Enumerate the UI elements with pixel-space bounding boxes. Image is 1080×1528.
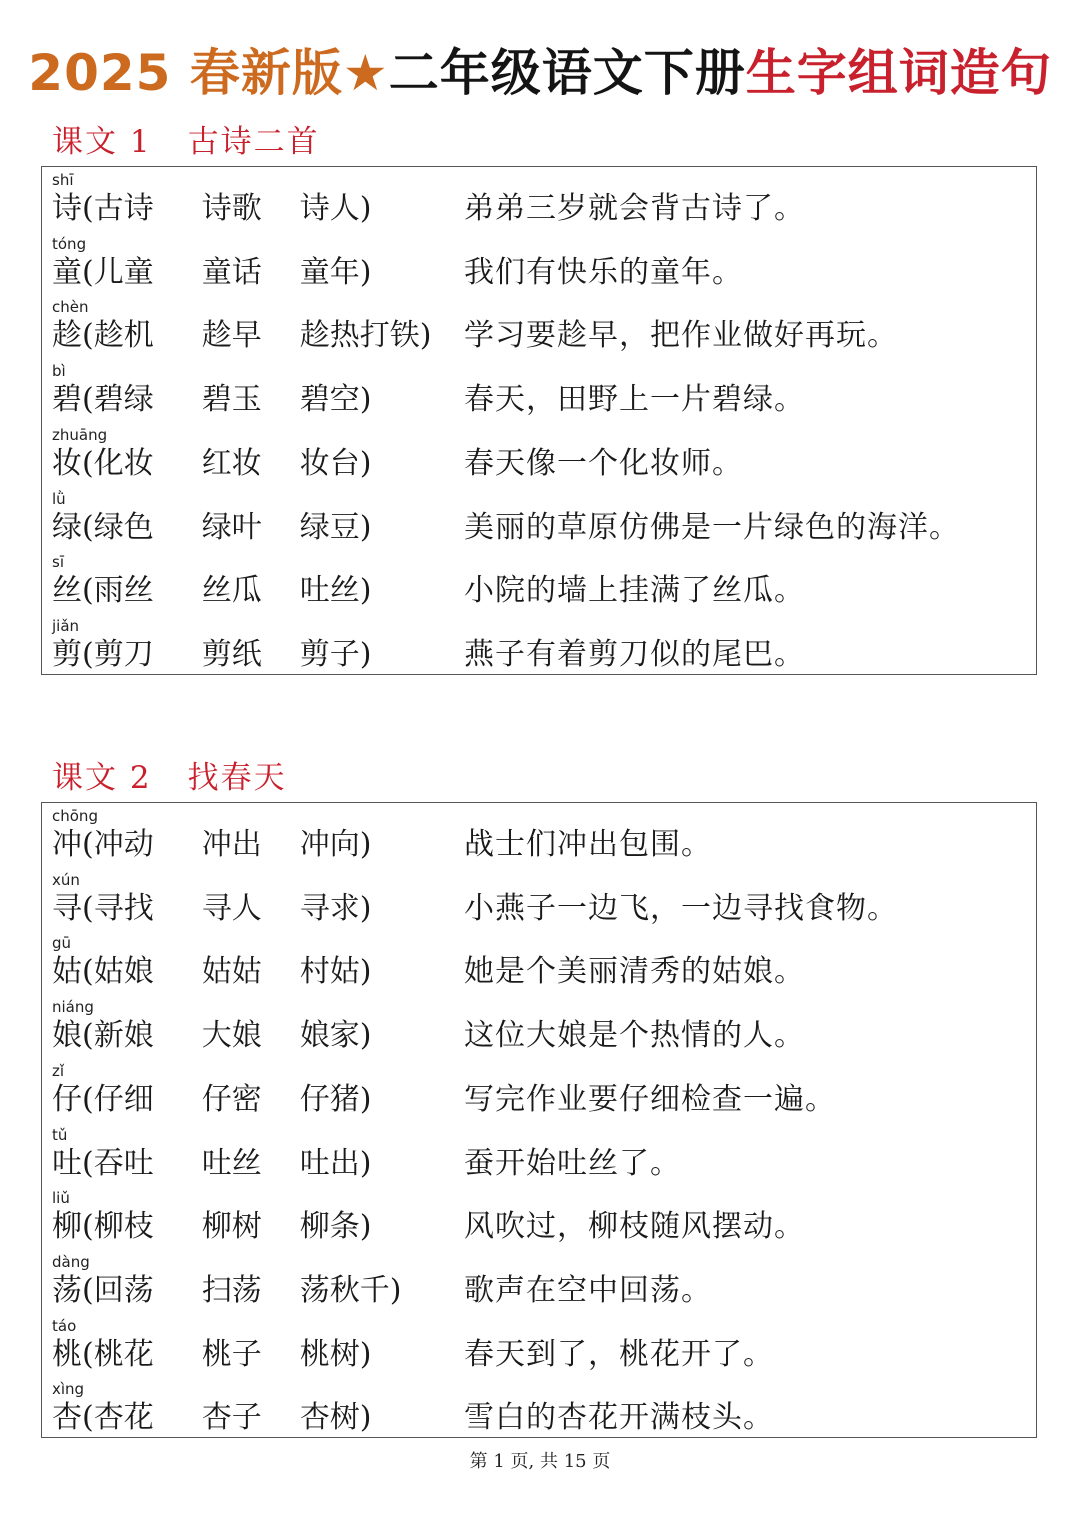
bracket-open: ( bbox=[82, 318, 94, 354]
compound-word-3: 绿豆 bbox=[299, 509, 360, 545]
compound-word-1: 儿童 bbox=[93, 254, 154, 290]
bracket-open: ( bbox=[82, 509, 94, 545]
pinyin: táo bbox=[52, 1316, 77, 1335]
bracket-open: ( bbox=[82, 445, 94, 481]
pinyin: chèn bbox=[52, 298, 89, 317]
bracket-open: ( bbox=[82, 191, 94, 226]
bracket-open: ( bbox=[82, 1018, 94, 1054]
character: 荡 bbox=[52, 1272, 82, 1308]
example-sentence: 写完作业要仔细检查一遍。 bbox=[464, 1081, 836, 1117]
page-number: 第 1 页, 共 15 页 bbox=[469, 1451, 611, 1472]
compound-word-1: 趁机 bbox=[93, 318, 154, 354]
character: 柳 bbox=[52, 1209, 82, 1245]
lesson-number: 课文 1 bbox=[52, 124, 152, 160]
compound-word-1: 化妆 bbox=[93, 445, 154, 481]
word-group bbox=[52, 1269, 401, 1313]
pinyin: zhuāng bbox=[52, 425, 108, 444]
word-group bbox=[52, 633, 371, 677]
example-sentence: 美丽的草原仿佛是一片绿色的海洋。 bbox=[464, 509, 960, 545]
bracket-close: ) bbox=[419, 318, 432, 354]
pinyin: shī bbox=[52, 171, 74, 189]
bracket-close: ) bbox=[359, 954, 372, 990]
bracket-open: ( bbox=[82, 1272, 94, 1308]
word-entry bbox=[42, 617, 1036, 681]
pinyin: xún bbox=[52, 870, 80, 889]
bracket-open: ( bbox=[82, 1145, 94, 1181]
word-entry bbox=[42, 1380, 1036, 1444]
bracket-close: ) bbox=[359, 827, 372, 862]
bracket-close: ) bbox=[359, 191, 372, 226]
word-entry bbox=[42, 235, 1036, 299]
word-entry bbox=[42, 998, 1036, 1062]
compound-word-2: 吐丝 bbox=[201, 1145, 262, 1181]
bracket-close: ) bbox=[359, 1081, 372, 1117]
lesson-name: 找春天 bbox=[187, 760, 287, 796]
word-entry bbox=[42, 1253, 1036, 1317]
page-title bbox=[0, 38, 1080, 108]
character: 姑 bbox=[52, 954, 82, 990]
compound-word-1: 古诗 bbox=[93, 191, 154, 226]
compound-word-2: 大娘 bbox=[201, 1018, 262, 1054]
character: 剪 bbox=[52, 636, 82, 672]
example-sentence: 歌声在空中回荡。 bbox=[464, 1272, 712, 1308]
pinyin: sī bbox=[52, 553, 64, 572]
bracket-open: ( bbox=[82, 382, 94, 418]
word-table-lesson-2 bbox=[41, 802, 1037, 1438]
compound-word-1: 回荡 bbox=[93, 1272, 154, 1308]
character: 杏 bbox=[52, 1400, 82, 1436]
compound-word-1: 仔细 bbox=[93, 1081, 154, 1117]
bracket-close: ) bbox=[359, 1336, 372, 1372]
compound-word-1: 桃花 bbox=[93, 1336, 154, 1372]
pinyin: dàng bbox=[52, 1252, 90, 1271]
word-entry bbox=[42, 362, 1036, 426]
word-entry bbox=[42, 871, 1036, 935]
bracket-open: ( bbox=[82, 1400, 94, 1436]
example-sentence: 春天像一个化妆师。 bbox=[464, 445, 743, 481]
compound-word-3: 冲向 bbox=[299, 827, 360, 862]
character: 丝 bbox=[52, 573, 82, 609]
compound-word-2: 碧玉 bbox=[201, 382, 262, 418]
example-sentence: 燕子有着剪刀似的尾巴。 bbox=[464, 636, 805, 672]
compound-word-3: 碧空 bbox=[299, 382, 360, 418]
compound-word-3: 仔猪 bbox=[299, 1081, 360, 1117]
word-group bbox=[52, 823, 371, 867]
bracket-open: ( bbox=[82, 1081, 94, 1117]
word-group bbox=[52, 1014, 371, 1058]
word-entry bbox=[42, 934, 1036, 998]
pinyin: liǔ bbox=[52, 1189, 70, 1208]
compound-word-2: 绿叶 bbox=[201, 509, 262, 545]
pinyin: bì bbox=[52, 362, 66, 381]
bracket-open: ( bbox=[82, 1336, 94, 1372]
compound-word-2: 冲出 bbox=[201, 827, 262, 862]
bracket-close: ) bbox=[359, 890, 372, 926]
example-sentence: 弟弟三岁就会背古诗了。 bbox=[464, 191, 805, 226]
example-sentence: 春天到了，桃花开了。 bbox=[464, 1336, 774, 1372]
example-sentence: 小院的墙上挂满了丝瓜。 bbox=[464, 573, 805, 609]
pinyin: jiǎn bbox=[52, 616, 80, 635]
compound-word-2: 剪纸 bbox=[201, 636, 262, 672]
lesson-name: 古诗二首 bbox=[187, 124, 320, 160]
word-entry bbox=[42, 298, 1036, 362]
bracket-close: ) bbox=[359, 1018, 372, 1054]
compound-word-2: 柳树 bbox=[201, 1209, 262, 1245]
section-heading-1 bbox=[52, 120, 320, 164]
character: 趁 bbox=[52, 318, 82, 354]
bracket-open: ( bbox=[82, 890, 94, 926]
compound-word-2: 红妆 bbox=[201, 445, 262, 481]
word-group bbox=[52, 378, 371, 422]
compound-word-2: 桃子 bbox=[201, 1336, 262, 1372]
pinyin: xìng bbox=[52, 1380, 85, 1399]
compound-word-2: 仔密 bbox=[201, 1081, 262, 1117]
compound-word-3: 娘家 bbox=[299, 1018, 360, 1054]
example-sentence: 她是个美丽清秀的姑娘。 bbox=[464, 954, 805, 990]
word-group bbox=[52, 569, 371, 613]
character: 诗 bbox=[52, 191, 82, 226]
bracket-open: ( bbox=[82, 954, 94, 990]
compound-word-2: 童话 bbox=[201, 254, 262, 290]
pinyin: zǐ bbox=[52, 1061, 65, 1080]
compound-word-1: 姑娘 bbox=[93, 954, 154, 990]
word-entry bbox=[42, 1317, 1036, 1381]
bracket-close: ) bbox=[359, 509, 372, 545]
character: 娘 bbox=[52, 1018, 82, 1054]
compound-word-2: 扫荡 bbox=[201, 1272, 262, 1308]
word-group bbox=[52, 442, 371, 486]
title-edition: 2025 春新版★ bbox=[28, 44, 389, 102]
character: 童 bbox=[52, 254, 82, 290]
pinyin: niáng bbox=[52, 998, 94, 1017]
character: 妆 bbox=[52, 445, 82, 481]
example-sentence: 这位大娘是个热情的人。 bbox=[464, 1018, 805, 1054]
example-sentence: 春天，田野上一片碧绿。 bbox=[464, 382, 805, 418]
compound-word-3: 妆台 bbox=[299, 445, 360, 481]
word-entry bbox=[42, 1126, 1036, 1190]
example-sentence: 雪白的杏花开满枝头。 bbox=[464, 1400, 774, 1436]
word-group bbox=[52, 1142, 371, 1186]
bracket-close: ) bbox=[359, 636, 372, 672]
word-entry bbox=[42, 807, 1036, 871]
compound-word-3: 剪子 bbox=[299, 636, 360, 672]
compound-word-1: 冲动 bbox=[93, 827, 154, 862]
word-entry bbox=[42, 1062, 1036, 1126]
character: 桃 bbox=[52, 1336, 82, 1372]
compound-word-1: 吞吐 bbox=[93, 1145, 154, 1181]
example-sentence: 风吹过，柳枝随风摆动。 bbox=[464, 1209, 805, 1245]
word-table-lesson-1 bbox=[41, 166, 1037, 675]
word-group bbox=[52, 1078, 371, 1122]
bracket-open: ( bbox=[82, 1209, 94, 1245]
bracket-open: ( bbox=[82, 254, 94, 290]
compound-word-1: 杏花 bbox=[93, 1400, 154, 1436]
pinyin: gū bbox=[52, 934, 72, 953]
bracket-close: ) bbox=[359, 1400, 372, 1436]
word-entry bbox=[42, 171, 1036, 235]
compound-word-3: 诗人 bbox=[299, 191, 360, 226]
character: 寻 bbox=[52, 890, 82, 926]
word-group bbox=[52, 251, 371, 295]
title-topic: 生字组词造句 bbox=[745, 44, 1052, 102]
compound-word-3: 吐出 bbox=[299, 1145, 360, 1181]
word-entry bbox=[42, 490, 1036, 554]
compound-word-3: 荡秋千 bbox=[299, 1272, 390, 1308]
bracket-close: ) bbox=[359, 382, 372, 418]
example-sentence: 战士们冲出包围。 bbox=[464, 827, 712, 862]
character: 吐 bbox=[52, 1145, 82, 1181]
compound-word-1: 碧绿 bbox=[93, 382, 154, 418]
word-group bbox=[52, 1205, 371, 1249]
word-group bbox=[52, 950, 371, 994]
compound-word-3: 寻求 bbox=[299, 890, 360, 926]
compound-word-1: 新娘 bbox=[93, 1018, 154, 1054]
bracket-open: ( bbox=[82, 827, 94, 862]
pinyin: lǜ bbox=[52, 489, 66, 508]
word-entry bbox=[42, 1189, 1036, 1253]
bracket-close: ) bbox=[359, 1209, 372, 1245]
bracket-open: ( bbox=[82, 636, 94, 672]
character: 仔 bbox=[52, 1081, 82, 1117]
word-entry bbox=[42, 553, 1036, 617]
example-sentence: 学习要趁早，把作业做好再玩。 bbox=[464, 318, 898, 354]
compound-word-3: 童年 bbox=[299, 254, 360, 290]
word-group bbox=[52, 506, 371, 550]
compound-word-3: 村姑 bbox=[299, 954, 360, 990]
compound-word-2: 寻人 bbox=[201, 890, 262, 926]
word-group bbox=[52, 314, 431, 358]
compound-word-3: 柳条 bbox=[299, 1209, 360, 1245]
compound-word-1: 柳枝 bbox=[93, 1209, 154, 1245]
pinyin: tóng bbox=[52, 234, 87, 253]
compound-word-1: 剪刀 bbox=[93, 636, 154, 672]
compound-word-3: 趁热打铁 bbox=[299, 318, 420, 354]
pinyin: chōng bbox=[52, 807, 98, 825]
compound-word-2: 丝瓜 bbox=[201, 573, 262, 609]
title-grade: 二年级语文下册 bbox=[388, 44, 746, 102]
compound-word-2: 诗歌 bbox=[201, 191, 262, 226]
character: 冲 bbox=[52, 827, 82, 862]
bracket-open: ( bbox=[82, 573, 94, 609]
compound-word-3: 杏树 bbox=[299, 1400, 360, 1436]
compound-word-3: 吐丝 bbox=[299, 573, 360, 609]
lesson-number: 课文 2 bbox=[52, 760, 152, 796]
pinyin: tǔ bbox=[52, 1125, 68, 1144]
compound-word-2: 杏子 bbox=[201, 1400, 262, 1436]
section-heading-2 bbox=[52, 756, 287, 800]
bracket-close: ) bbox=[359, 573, 372, 609]
bracket-close: ) bbox=[359, 254, 372, 290]
example-sentence: 蚕开始吐丝了。 bbox=[464, 1145, 681, 1181]
compound-word-1: 雨丝 bbox=[93, 573, 154, 609]
compound-word-3: 桃树 bbox=[299, 1336, 360, 1372]
example-sentence: 我们有快乐的童年。 bbox=[464, 254, 743, 290]
word-group bbox=[52, 187, 371, 231]
compound-word-1: 绿色 bbox=[93, 509, 154, 545]
word-group bbox=[52, 1396, 371, 1440]
bracket-close: ) bbox=[359, 1145, 372, 1181]
bracket-close: ) bbox=[389, 1272, 402, 1308]
word-group bbox=[52, 1333, 371, 1377]
compound-word-2: 趁早 bbox=[201, 318, 262, 354]
word-entry bbox=[42, 426, 1036, 490]
example-sentence: 小燕子一边飞，一边寻找食物。 bbox=[464, 890, 898, 926]
word-group bbox=[52, 887, 371, 931]
character: 碧 bbox=[52, 382, 82, 418]
compound-word-1: 寻找 bbox=[93, 890, 154, 926]
bracket-close: ) bbox=[359, 445, 372, 481]
compound-word-2: 姑姑 bbox=[201, 954, 262, 990]
character: 绿 bbox=[52, 509, 82, 545]
